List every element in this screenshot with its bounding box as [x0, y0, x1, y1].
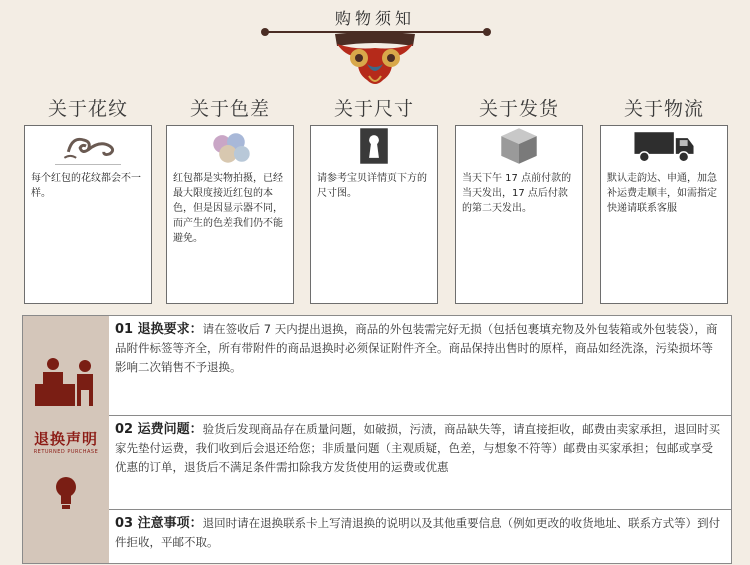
category-text-color: 红包都是实物拍摄，已经最大限度接近红包的本色，但是因显示器不同，而产生的色差我们仍不能避免。	[173, 173, 283, 244]
category-label-shipping: 关于发货	[478, 98, 559, 120]
return-item-heading: 03 注意事项：	[115, 516, 203, 531]
category-label-logistics: 关于物流	[623, 98, 704, 120]
return-item-body: 退回时请在退换联系卡上写清退换的说明以及其他重要信息（例如更改的收货地址、联系方式等）到付件拒收，平邮不取。	[115, 516, 721, 549]
return-item-body: 验货后发现商品存在质量问题，如破损，污渍，商品缺失等，请直接拒收，邮费由卖家承担，退回时买家先垫付运费，我们收到后会退还给您；非质量问题（主观质疑，色差，与想象不符等）邮费由买家承担；包邮或享受优惠的订单，退货后不满足条件需扣除我方发货使用的运费或优惠	[115, 422, 721, 474]
returns-subtitle: RETURNED PURCHASE	[33, 449, 99, 455]
box-icon	[456, 126, 582, 166]
divider-dot-right	[483, 28, 491, 36]
category-card-pattern	[24, 125, 152, 304]
returns-sidebar	[23, 316, 109, 563]
category-label-pattern: 关于花纹	[47, 98, 128, 120]
page-title: 购物须知	[334, 9, 415, 28]
return-item-heading: 02 运费问题：	[115, 422, 203, 437]
page-header	[0, 0, 750, 90]
category-label-color: 关于色差	[189, 98, 270, 120]
floral-pattern-icon	[25, 126, 151, 166]
category-card-shipping	[455, 125, 583, 304]
divider	[55, 164, 121, 165]
lightbulb-icon	[55, 476, 77, 510]
ornament-icon	[325, 28, 425, 90]
category-text-logistics: 默认走韵达、申通，加急补运费走顺丰，如需指定快递请联系客服	[607, 173, 717, 214]
return-item	[109, 316, 731, 416]
category-card-color	[166, 125, 294, 304]
return-item-heading: 01 退换要求：	[115, 322, 203, 337]
category-card-size	[310, 125, 438, 304]
returns-section	[22, 315, 732, 564]
return-item-body: 请在签收后 7 天内提出退换，商品的外包装需完好无损（包括包裹填充物及外包装箱或外包装袋），商品附件标签等齐全，所有带附件的商品退换时必须保证附件齐全。商品保持出售时的原样，商品如经洗涤，污染损坏等影响二次销售不予退换。	[115, 322, 718, 374]
keyhole-icon	[311, 126, 437, 166]
return-item	[109, 416, 731, 510]
category-text-shipping: 当天下午 17 点前付款的当天发出，17 点后付款的第二天发出。	[462, 173, 572, 214]
category-card-logistics	[600, 125, 728, 304]
category-label-size: 关于尺寸	[333, 98, 414, 120]
return-item	[109, 510, 731, 565]
category-text-size: 请参考宝贝详情页下方的尺寸图。	[317, 173, 427, 199]
category-text-pattern: 每个红包的花纹都会不一样。	[31, 173, 141, 199]
service-counter-icon	[33, 356, 99, 408]
info-categories	[0, 94, 750, 306]
delivery-truck-icon	[601, 126, 727, 166]
color-swatch-icon	[167, 126, 293, 166]
returns-title: 退换声明	[33, 430, 98, 448]
